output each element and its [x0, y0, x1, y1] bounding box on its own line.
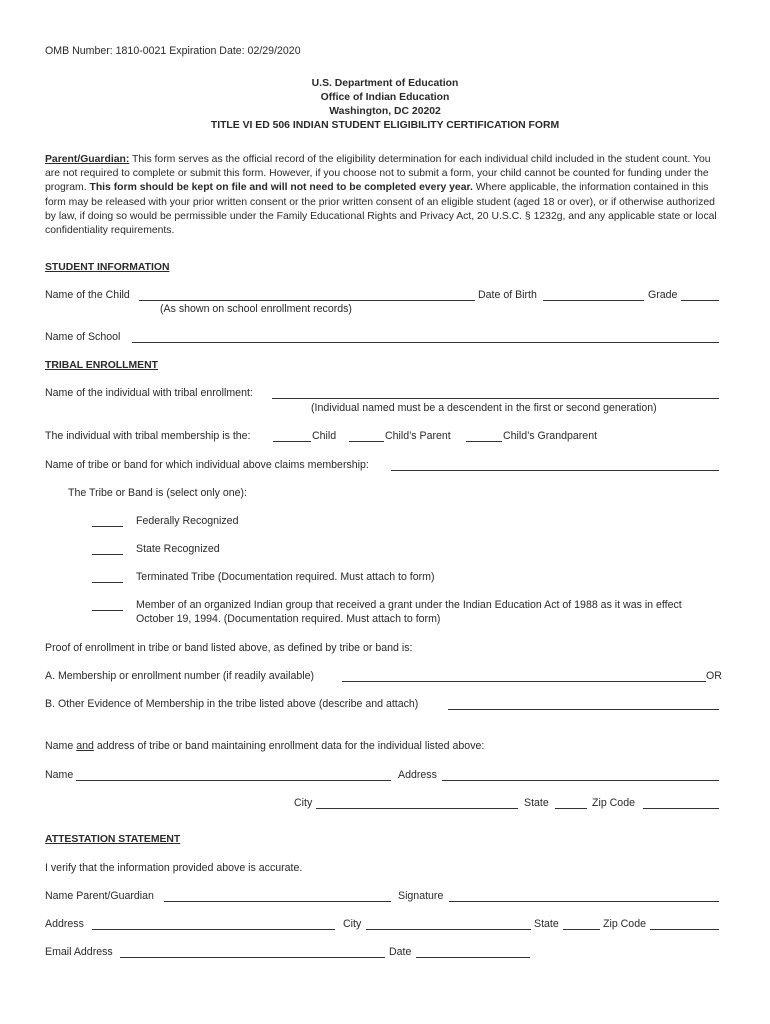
email-label: Email Address — [45, 946, 113, 958]
tribe-address-label: Address — [398, 769, 437, 781]
school-label: Name of School — [45, 331, 121, 343]
state-recognized-blank[interactable] — [92, 554, 123, 555]
tribe-address-heading-pre: Name — [45, 740, 77, 752]
option-organized-group: Member of an organized Indian group that received a grant under the Indian Education Act of 1988 as it was in effect — [136, 599, 682, 611]
option-state-recognized: State Recognized — [136, 543, 220, 555]
membership-label: The individual with tribal membership is the: — [45, 430, 251, 442]
signature-label: Signature — [398, 890, 444, 902]
membership-number-label: A. Membership or enrollment number (if readily available) — [45, 670, 315, 682]
tribe-address-heading-and: and — [76, 740, 94, 752]
tribe-zip-label: Zip Code — [592, 797, 635, 809]
omb-number: OMB Number: 1810-0021 Expiration Date: 02/29/2020 — [45, 45, 301, 57]
grade-field[interactable] — [681, 300, 719, 301]
attestation-heading: ATTESTATION STATEMENT — [45, 834, 181, 845]
tribe-select-label: The Tribe or Band is (select only one): — [68, 487, 248, 499]
tribal-individual-note: (Individual named must be a descendent in the first or second generation) — [311, 402, 657, 414]
tribe-state-field[interactable] — [555, 808, 587, 809]
option-parent: Child’s Parent — [385, 430, 451, 442]
child-name-field[interactable] — [139, 300, 475, 301]
school-field[interactable] — [132, 342, 719, 343]
federally-recognized-blank[interactable] — [92, 526, 123, 527]
option-organized-group-line2: October 19, 1994. (Documentation required. Must attach to form) — [136, 613, 441, 625]
parent-city-field[interactable] — [366, 929, 531, 930]
child-name-note: (As shown on school enrollment records) — [160, 303, 352, 315]
dob-field[interactable] — [543, 300, 644, 301]
intro-label: Parent/Guardian: — [45, 154, 130, 165]
tribal-individual-field[interactable] — [272, 398, 719, 399]
parent-state-field[interactable] — [563, 929, 600, 930]
tribe-name-label-2: Name — [45, 769, 74, 781]
option-federally-recognized: Federally Recognized — [136, 515, 239, 527]
intro-bold: This form should be kept on file and will not need to be completed every year. — [89, 182, 473, 194]
date-label: Date — [389, 946, 412, 958]
other-evidence-field[interactable] — [448, 709, 719, 710]
proof-label: Proof of enrollment in tribe or band listed above, as defined by tribe or band is: — [45, 642, 413, 654]
date-field[interactable] — [416, 957, 530, 958]
header-department: U.S. Department of Education — [311, 78, 459, 89]
parent-blank[interactable] — [349, 441, 384, 442]
tribe-name-field[interactable] — [391, 470, 719, 471]
parent-name-field[interactable] — [164, 901, 391, 902]
parent-zip-field[interactable] — [650, 929, 719, 930]
signature-field[interactable] — [449, 901, 719, 902]
tribe-address-heading-post: address of tribe or band maintaining enrollment data for the individual listed above: — [93, 740, 485, 752]
grandparent-blank[interactable] — [466, 441, 502, 442]
parent-address-label: Address — [45, 918, 84, 930]
option-terminated-tribe: Terminated Tribe (Documentation required. Must attach to form) — [136, 571, 435, 583]
parent-name-label: Name Parent/Guardian — [45, 890, 154, 902]
header-office: Office of Indian Education — [320, 92, 450, 103]
dob-label: Date of Birth — [478, 289, 537, 301]
tribal-enrollment-heading: TRIBAL ENROLLMENT — [45, 360, 158, 371]
form-title: TITLE VI ED 506 INDIAN STUDENT ELIGIBILITY CERTIFICATION FORM — [210, 120, 560, 131]
tribe-city-label: City — [294, 797, 313, 809]
membership-number-field[interactable] — [342, 681, 706, 682]
terminated-tribe-blank[interactable] — [92, 582, 123, 583]
option-child: Child — [312, 430, 337, 442]
tribe-address-heading — [45, 740, 484, 752]
tribe-state-label: State — [524, 797, 549, 809]
tribe-city-field[interactable] — [316, 808, 518, 809]
intro-paragraph — [45, 153, 725, 238]
organized-group-blank[interactable] — [92, 610, 123, 611]
grade-label: Grade — [648, 289, 678, 301]
email-field[interactable] — [120, 957, 385, 958]
parent-address-field[interactable] — [92, 929, 335, 930]
tribe-address-field[interactable] — [442, 780, 719, 781]
option-grandparent: Child’s Grandparent — [503, 430, 598, 442]
other-evidence-label: B. Other Evidence of Membership in the tribe listed above (describe and attach) — [45, 698, 419, 710]
child-blank[interactable] — [273, 441, 311, 442]
intro-text-1: This form serves as the official record of the eligibility determination for each individual child included in the student count. You are not required to complete or submit this form. However, if you choose not to submit a form, your child cannot be counted for funding under the program. — [45, 154, 711, 194]
tribal-individual-label: Name of the individual with tribal enrollment: — [45, 387, 253, 399]
verify-statement: I verify that the information provided above is accurate. — [45, 862, 303, 874]
tribe-name-field-2[interactable] — [76, 780, 391, 781]
or-label: OR — [706, 670, 722, 682]
parent-state-label: State — [534, 918, 559, 930]
intro-text-2: Where applicable, the information contained in this form may be released with your prior written consent or the prior written consent of an eligible student (aged 18 or over), or if otherwise authorized by law, if doing so would be permissible under the Family Educational Rights and Privacy Act, 20 U.S.C. § 1232g, and any applicable state or local confidentiality requirements. — [45, 182, 717, 237]
parent-city-label: City — [343, 918, 362, 930]
tribe-zip-field[interactable] — [643, 808, 719, 809]
child-name-label: Name of the Child — [45, 289, 130, 301]
student-info-heading: STUDENT INFORMATION — [45, 262, 170, 273]
header-address: Washington, DC 20202 — [329, 106, 441, 117]
parent-zip-label: Zip Code — [603, 918, 646, 930]
tribe-name-label: Name of tribe or band for which individual above claims membership: — [45, 459, 369, 471]
